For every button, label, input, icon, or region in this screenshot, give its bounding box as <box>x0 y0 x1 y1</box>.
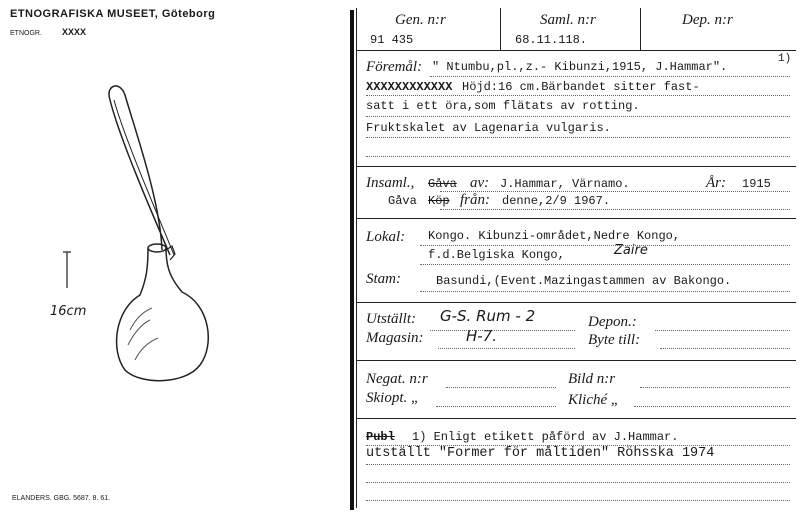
section-rule-4 <box>356 360 796 361</box>
museum-header: ETNOGRAFISKA MUSEET, Göteborg <box>10 8 216 20</box>
notes-line2: utställt "Former för måltiden" Röhsska 1974 <box>366 446 715 461</box>
magasin-label: Magasin: <box>366 330 424 346</box>
foremal-label: Föremål: <box>366 59 423 75</box>
ar-value: 1915 <box>742 177 771 191</box>
bild-label: Bild n:r <box>568 371 616 387</box>
lokal-handwritten: Zaire <box>614 243 648 258</box>
section-rule-5 <box>356 418 796 419</box>
insaml-value: J.Hammar, Värnamo. <box>500 177 630 191</box>
kop-struck: Köp <box>428 194 450 208</box>
av-label: av: <box>470 175 490 191</box>
etnogr-struck: XXXX <box>62 27 87 37</box>
foremal-struck: XXXXXXXXXXXX <box>366 80 453 94</box>
foremal-line1: " Ntumbu,pl.,z.- Kibunzi,1915, J.Hammar". <box>432 60 728 74</box>
saml-label: Saml. n:r <box>540 12 596 28</box>
insaml-struck: Gåva <box>428 177 457 191</box>
section-rule-3 <box>356 302 796 303</box>
depon-label: Depon.: <box>588 314 637 330</box>
magasin-value: H-7. <box>466 327 498 345</box>
scale-label: 16cm <box>50 304 87 319</box>
section-rule-1 <box>356 166 796 167</box>
scale-bar <box>62 250 72 290</box>
foremal-line3: satt i ett öra,som flätats av rotting. <box>366 99 640 113</box>
saml-value: 68.11.118. <box>515 33 588 47</box>
dep-label: Dep. n:r <box>682 12 733 28</box>
insaml-label: Insaml., <box>366 175 415 191</box>
skiopt-label: Skiopt. „ <box>366 390 420 406</box>
fran-value: denne,2/9 1967. <box>502 194 611 208</box>
lokal-line1: Kongo. Kibunzi-området,Nedre Kongo, <box>428 229 681 243</box>
card-left-border <box>350 10 354 510</box>
lokal-line2: f.d.Belgiska Kongo, <box>428 248 565 262</box>
foremal-line4: Fruktskalet av Lagenaria vulgaris. <box>366 121 611 135</box>
foremal-line2: Höjd:16 cm.Bärbandet sitter fast- <box>462 80 700 94</box>
fran-label: från: <box>460 192 490 208</box>
etnogr-label: ETNOGR. <box>10 30 42 37</box>
printer-imprint: ELANDERS. GBG. 5687. 8. 61. <box>12 495 111 502</box>
gava-label: Gåva <box>388 194 417 208</box>
stam-value: Basundi,(Event.Mazingastammen av Bakongo. <box>436 274 732 288</box>
gourd-drawing <box>100 80 230 400</box>
lokal-label: Lokal: <box>366 229 406 245</box>
notes-struck: Publ <box>366 430 395 444</box>
footnote-marker: 1) <box>778 53 792 65</box>
section-rule-2 <box>356 218 796 219</box>
notes-line1: 1) Enligt etikett påförd av J.Hammar. <box>412 430 679 444</box>
stam-label: Stam: <box>366 271 401 287</box>
utstallt-value: G-S. Rum - 2 <box>440 307 536 325</box>
header-divider-1 <box>500 8 501 50</box>
utstallt-label: Utställt: <box>366 311 417 327</box>
ar-label: År: <box>706 175 726 191</box>
negat-label: Negat. n:r <box>366 371 428 387</box>
header-rule <box>356 50 796 51</box>
kliche-label: Kliché „ <box>568 392 620 408</box>
gen-label: Gen. n:r <box>395 12 446 28</box>
card-inner-border <box>356 8 357 508</box>
byte-label: Byte till: <box>588 332 641 348</box>
gen-value: 91 435 <box>370 33 414 47</box>
header-divider-2 <box>640 8 641 50</box>
